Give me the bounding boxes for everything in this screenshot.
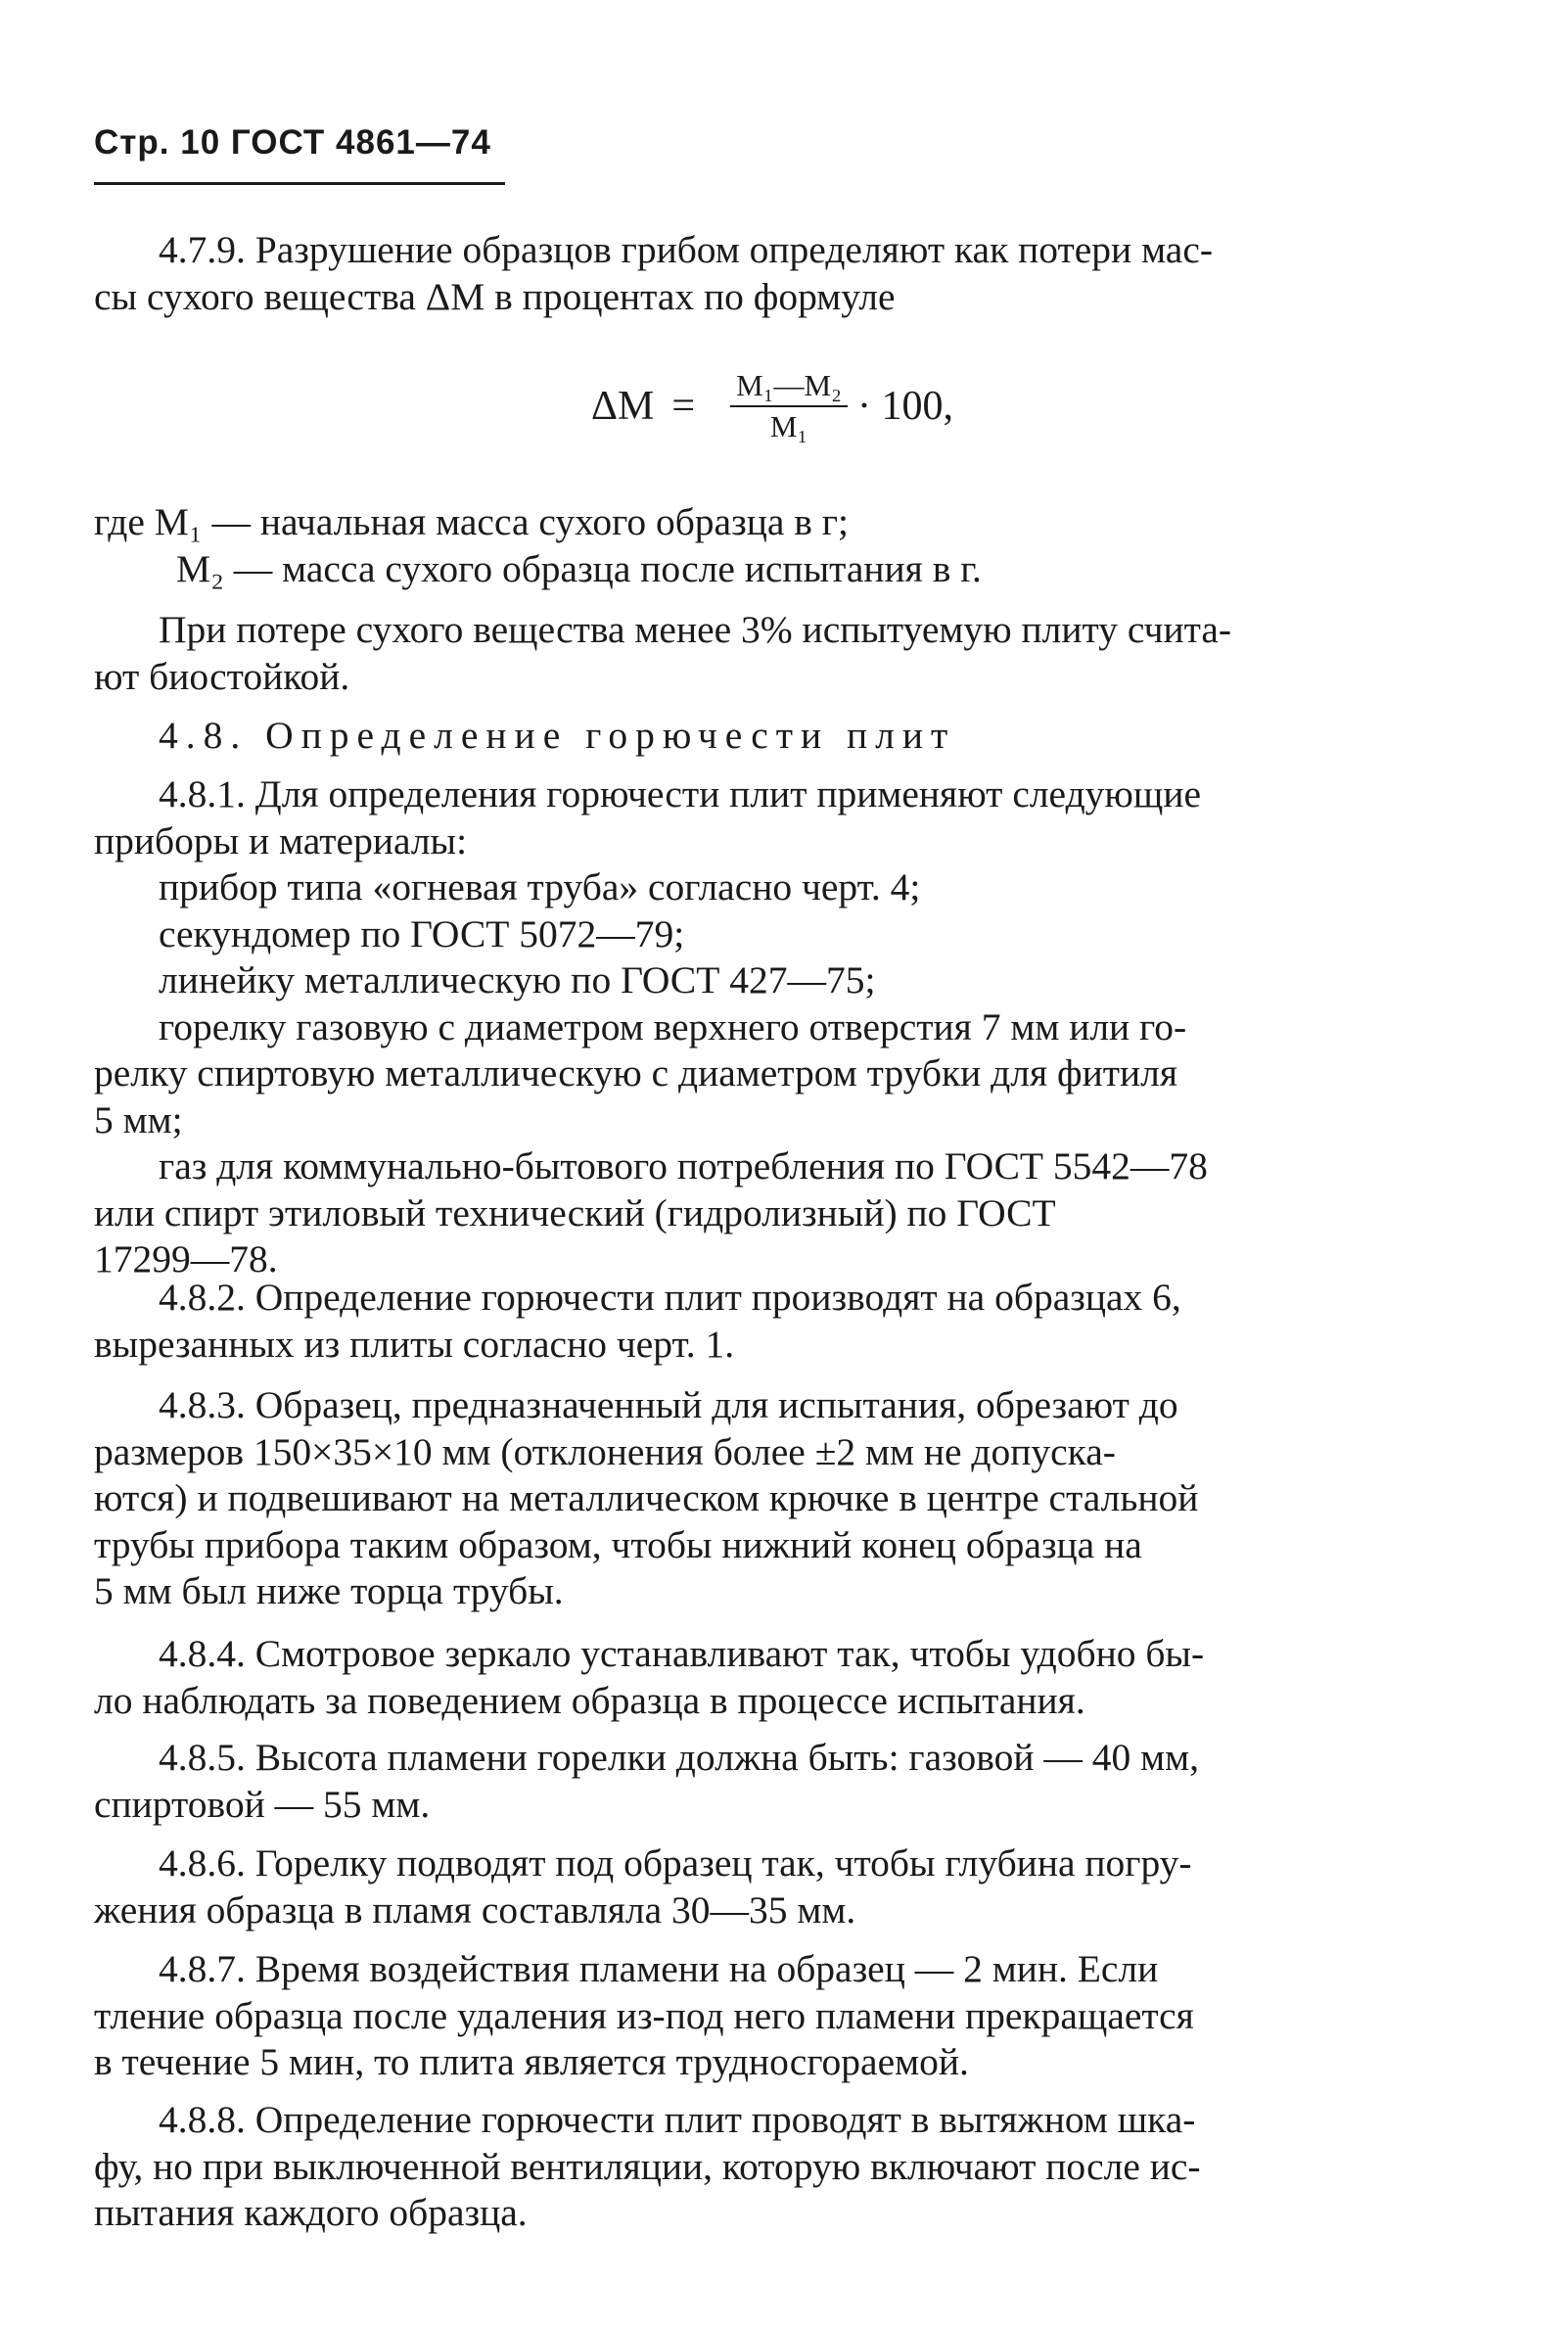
s481-gas-line3: 17299—78. (94, 1237, 278, 1280)
s481-item: секундомер по ГОСТ 5072—79; (159, 911, 685, 955)
s481-line1: 4.8.1. Для определения горючести плит применяют следующие (159, 772, 1202, 815)
s485-line1: 4.8.5. Высота пламени горелки должна быть: газовой — 40 мм, (159, 1736, 1200, 1779)
legend-m2: M₂ — масса сухого образца после испытания в г. (176, 546, 982, 590)
s482-line2: вырезанных из плиты согласно черт. 1. (94, 1322, 735, 1366)
page-header: Стр. 10 ГОСТ 4861—74 (94, 123, 491, 162)
s483-line5: 5 мм был ниже торца трубы. (94, 1569, 564, 1612)
mass-loss-formula (591, 368, 953, 444)
s485-line2: спиртовой — 55 мм. (94, 1782, 431, 1826)
paragraph-4-8-6 (94, 1840, 1468, 1933)
s481-burner-line2: релку спиртовую металлическую с диаметром трубки для фитиля (94, 1051, 1178, 1094)
paragraph-4-8-5 (94, 1735, 1468, 1828)
paragraph-4-8-4 (94, 1631, 1468, 1724)
p479-line2: сы сухого вещества ΔM в процентах по формуле (94, 274, 896, 318)
paragraph-4-8-2 (94, 1275, 1468, 1368)
paragraph-4-8-1 (94, 771, 1468, 1283)
formula-legend (94, 499, 1468, 592)
s484-line2: ло наблюдать за поведением образца в процессе испытания. (94, 1678, 1085, 1722)
formula-fraction (730, 368, 848, 444)
s487-line3: в течение 5 мин, то плита является трудносгораемой. (94, 2040, 969, 2083)
formula-numerator: M₁—M₂ (736, 368, 842, 402)
formula-equals: = (671, 384, 696, 429)
s483-line2: размеров 150×35×10 мм (отклонения более ±2 мм не допуска- (94, 1429, 1116, 1473)
paragraph-4-8-3 (94, 1382, 1468, 1615)
s481-item: линейку металлическую по ГОСТ 427—75; (159, 958, 876, 1001)
s483-line1: 4.8.3. Образец, предназначенный для испытания, обрезают до (159, 1383, 1178, 1426)
loss-line2: ют биостойкой. (94, 654, 350, 698)
s487-line1: 4.8.7. Время воздействия пламени на образец — 2 мин. Если (159, 1947, 1159, 1990)
s488-line3: пытания каждого образца. (94, 2191, 528, 2234)
s482-line1: 4.8.2. Определение горючести плит производят на образцах 6, (159, 1276, 1181, 1319)
loss-line1: При потере сухого вещества менее 3% испытуемую плиту счита- (159, 608, 1232, 651)
s481-gas-line2: или спирт этиловый технический (гидролизный) по ГОСТ (94, 1190, 1056, 1234)
s481-burner-line1: горелку газовую с диаметром верхнего отверстия 7 мм или го- (159, 1004, 1187, 1048)
fraction-bar (730, 405, 848, 407)
s484-line1: 4.8.4. Смотровое зеркало устанавливают так, чтобы удобно бы- (159, 1632, 1205, 1675)
s481-item: прибор типа «огневая труба» согласно черт. 4; (159, 865, 921, 908)
s487-line2: тление образца после удаления из-под него пламени прекращается (94, 1993, 1194, 2037)
s486-line2: жения образца в пламя составляла 30—35 мм. (94, 1887, 856, 1932)
section-4-8 (94, 713, 1468, 760)
s486-line1: 4.8.6. Горелку подводят под образец так, чтобы глубина погру- (159, 1841, 1192, 1885)
paragraph-loss (94, 607, 1468, 700)
s483-line3: ются) и подвешивают на металлическом крючке в центре стальной (94, 1476, 1199, 1519)
s488-line2: фу, но при выключенной вентиляции, которую включают после ис- (94, 2144, 1201, 2188)
p479-line1: 4.7.9. Разрушение образцов грибом определяют как потери мас- (159, 228, 1214, 271)
section-4-8-title: 4.8. Определение горючести плит (159, 714, 956, 757)
header-rule (94, 182, 505, 185)
formula-lhs: ΔM (591, 384, 655, 429)
s481-line2: приборы и материалы: (94, 818, 468, 862)
s488-line1: 4.8.8. Определение горючести плит проводят в вытяжном шка- (159, 2098, 1196, 2141)
paragraph-4-8-8 (94, 2097, 1468, 2237)
paragraph-4-7-9 (94, 227, 1468, 320)
s483-line4: трубы прибора таким образом, чтобы нижний конец образца на (94, 1522, 1142, 1566)
formula-denominator: M₁ (769, 409, 808, 443)
paragraph-4-8-7 (94, 1946, 1468, 2086)
s481-gas-line1: газ для коммунально-бытового потребления по ГОСТ 5542—78 (159, 1144, 1208, 1187)
legend-m1: где M₁ — начальная масса сухого образца в г; (94, 500, 849, 543)
formula-factor: · 100, (857, 384, 954, 429)
s481-burner-line3: 5 мм; (94, 1097, 183, 1141)
